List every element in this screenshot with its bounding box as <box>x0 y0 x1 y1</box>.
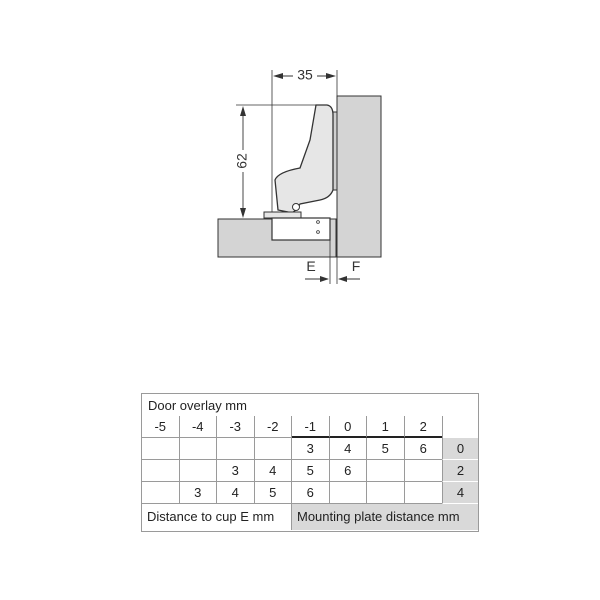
dimension-35-label: 35 <box>297 66 313 83</box>
carcass-panel <box>337 96 381 257</box>
table-cell: 3 <box>292 438 330 460</box>
arrow-right-icon <box>326 73 336 79</box>
table-cell: 4 <box>255 460 293 482</box>
hinge-cup <box>272 218 330 240</box>
table-cell: 5 <box>292 460 330 482</box>
cup-flange <box>264 212 301 218</box>
arrow-left-icon <box>338 276 347 282</box>
table-cell <box>142 438 180 460</box>
overlay-header-cell: -3 <box>217 416 255 438</box>
table-cell: 5 <box>367 438 405 460</box>
table-cell <box>405 460 443 482</box>
hinge-pivot <box>293 204 300 211</box>
plate-distance-cell: 4 <box>442 482 478 504</box>
table-cell <box>180 438 218 460</box>
overlay-header-cell: -5 <box>142 416 180 438</box>
table-cell: 4 <box>330 438 368 460</box>
arrow-left-icon <box>273 73 283 79</box>
table-cell: 3 <box>180 482 218 504</box>
plate-distance-cell: 2 <box>442 460 478 482</box>
dimension-f-label: F <box>351 258 361 274</box>
overlay-header-cell: 0 <box>330 416 368 438</box>
table-cell <box>255 438 293 460</box>
table-cell: 6 <box>292 482 330 504</box>
table-cell <box>217 438 255 460</box>
footer-cup-distance-label: Distance to cup E mm <box>142 504 292 530</box>
door-overlay-table <box>141 393 479 532</box>
overlay-header-cell: -2 <box>255 416 293 438</box>
dimension-e-label: E <box>306 258 316 274</box>
table-cell: 4 <box>217 482 255 504</box>
plate-header-cell <box>442 416 478 438</box>
table-title: Door overlay mm <box>148 398 247 413</box>
plate-distance-cell: 0 <box>442 438 478 460</box>
table-cell <box>330 482 368 504</box>
table-cell <box>405 482 443 504</box>
overlay-header-cell: -4 <box>180 416 218 438</box>
table-cell: 6 <box>405 438 443 460</box>
footer-plate-distance-label: Mounting plate distance mm <box>292 504 478 530</box>
arrow-up-icon <box>240 106 246 116</box>
hinge-arm <box>275 105 333 213</box>
table-cell <box>367 460 405 482</box>
table-cell: 3 <box>217 460 255 482</box>
table-cell <box>142 482 180 504</box>
table-cell: 6 <box>330 460 368 482</box>
table-cell <box>367 482 405 504</box>
dimension-62-label: 62 <box>233 153 250 169</box>
table-cell: 5 <box>255 482 293 504</box>
arrow-right-icon <box>320 276 329 282</box>
table-cell <box>180 460 218 482</box>
arrow-down-icon <box>240 208 246 218</box>
overlay-header-cell: 2 <box>405 416 443 438</box>
table-cell <box>142 460 180 482</box>
overlay-header-cell: -1 <box>292 416 330 438</box>
overlay-header-cell: 1 <box>367 416 405 438</box>
